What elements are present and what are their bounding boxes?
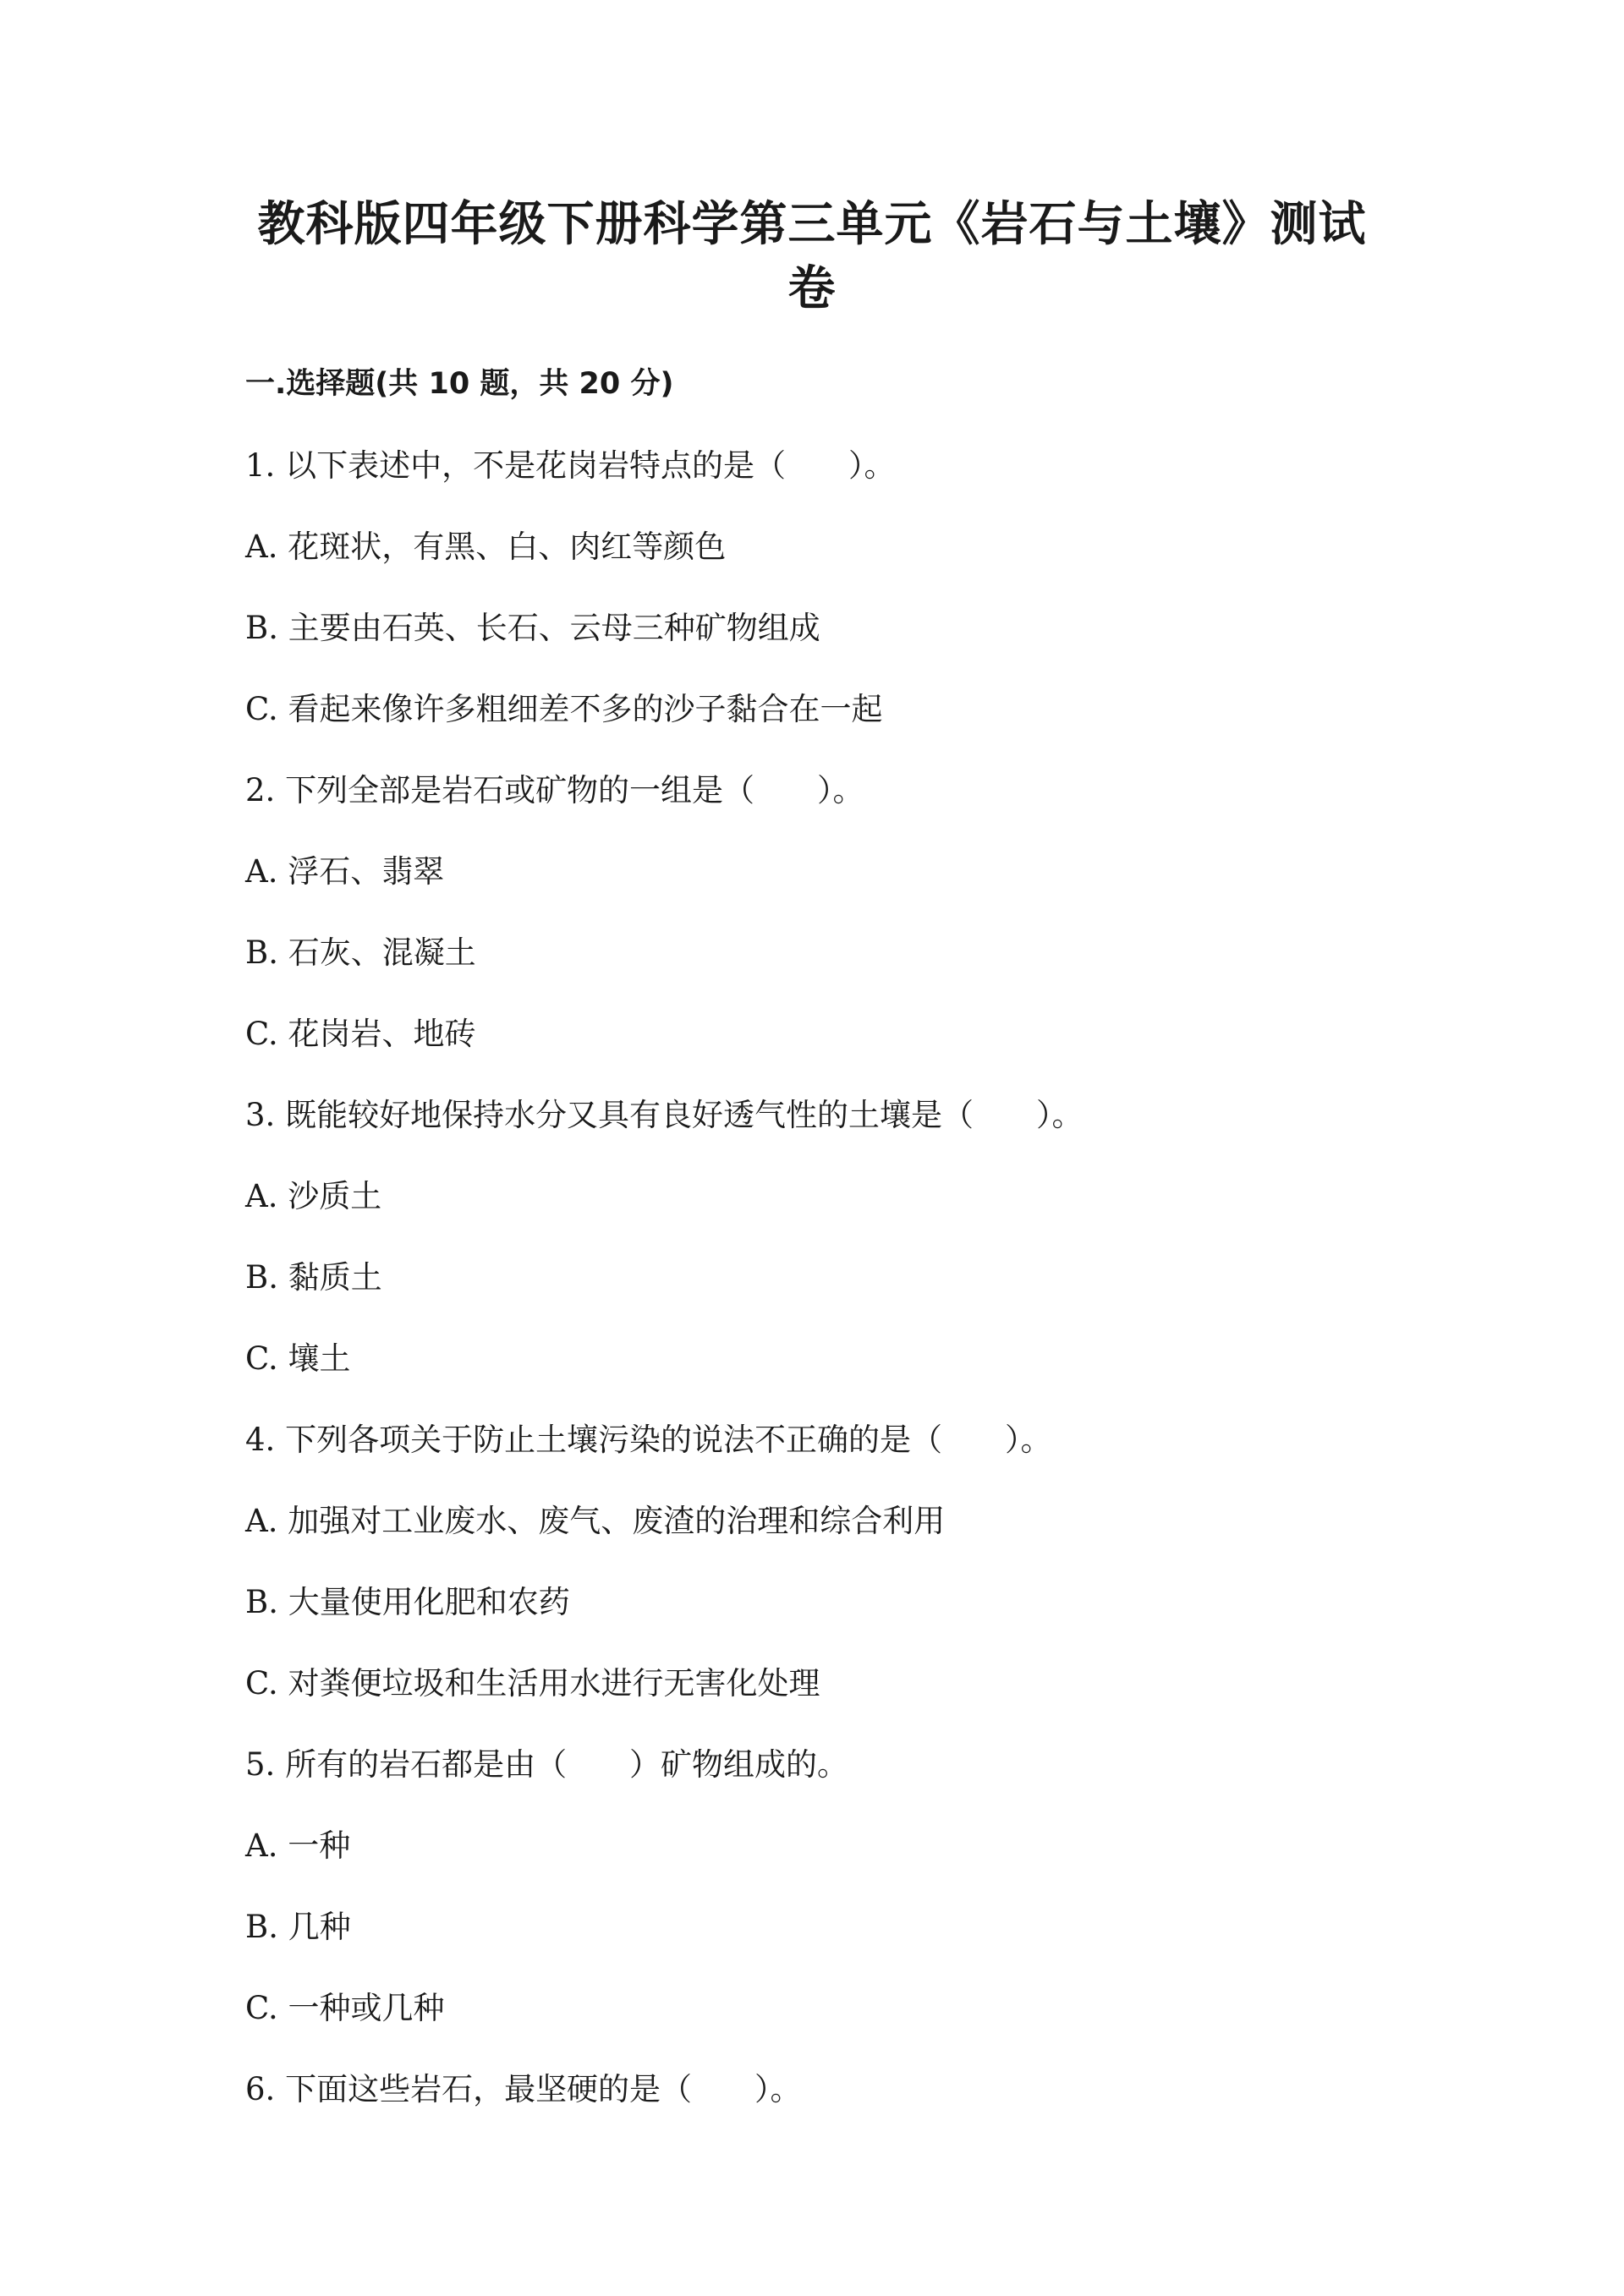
answer-option: A. 花斑状，有黑、白、肉红等颜色	[245, 529, 727, 565]
answer-option: C. 看起来像许多粗细差不多的沙子黏合在一起	[245, 691, 883, 727]
answer-option: A. 加强对工业废水、废气、废渣的治理和综合利用	[245, 1503, 946, 1539]
answer-option: C. 对粪便垃圾和生活用水进行无害化处理	[245, 1665, 820, 1701]
answer-option: B. 大量使用化肥和农药	[245, 1584, 570, 1620]
answer-option: B. 几种	[245, 1909, 351, 1945]
page-title: 教科版四年级下册科学第三单元《岩石与土壤》测试卷	[257, 197, 1367, 316]
answer-option: C. 花岗岩、地砖	[245, 1016, 476, 1052]
question-stem: 4. 下列各项关于防止土壤污染的说法不正确的是（ ）。	[245, 1422, 1052, 1458]
answer-option: B. 石灰、混凝土	[245, 934, 476, 971]
answer-option: A. 一种	[245, 1827, 351, 1864]
question-stem: 1. 以下表述中，不是花岗岩特点的是（ ）。	[245, 447, 896, 484]
question-stem: 2. 下列全部是岩石或矿物的一组是（ ）。	[245, 772, 864, 808]
answer-option: C. 壤土	[245, 1340, 351, 1377]
answer-option: A. 浮石、翡翠	[245, 853, 445, 890]
question-stem: 6. 下面这些岩石，最坚硬的是（ ）。	[245, 2071, 802, 2107]
answer-option: A. 沙质土	[245, 1178, 382, 1214]
answer-option: C. 一种或几种	[245, 1990, 445, 2026]
question-stem: 5. 所有的岩石都是由（ ）矿物组成的。	[245, 1746, 849, 1783]
answer-option: B. 黏质土	[245, 1259, 382, 1296]
question-stem: 3. 既能较好地保持水分又具有良好透气性的土壤是（ ）。	[245, 1097, 1084, 1133]
answer-option: B. 主要由石英、长石、云母三种矿物组成	[245, 610, 820, 646]
section-heading: 一.选择题(共 10 题，共 20 分)	[245, 367, 674, 401]
